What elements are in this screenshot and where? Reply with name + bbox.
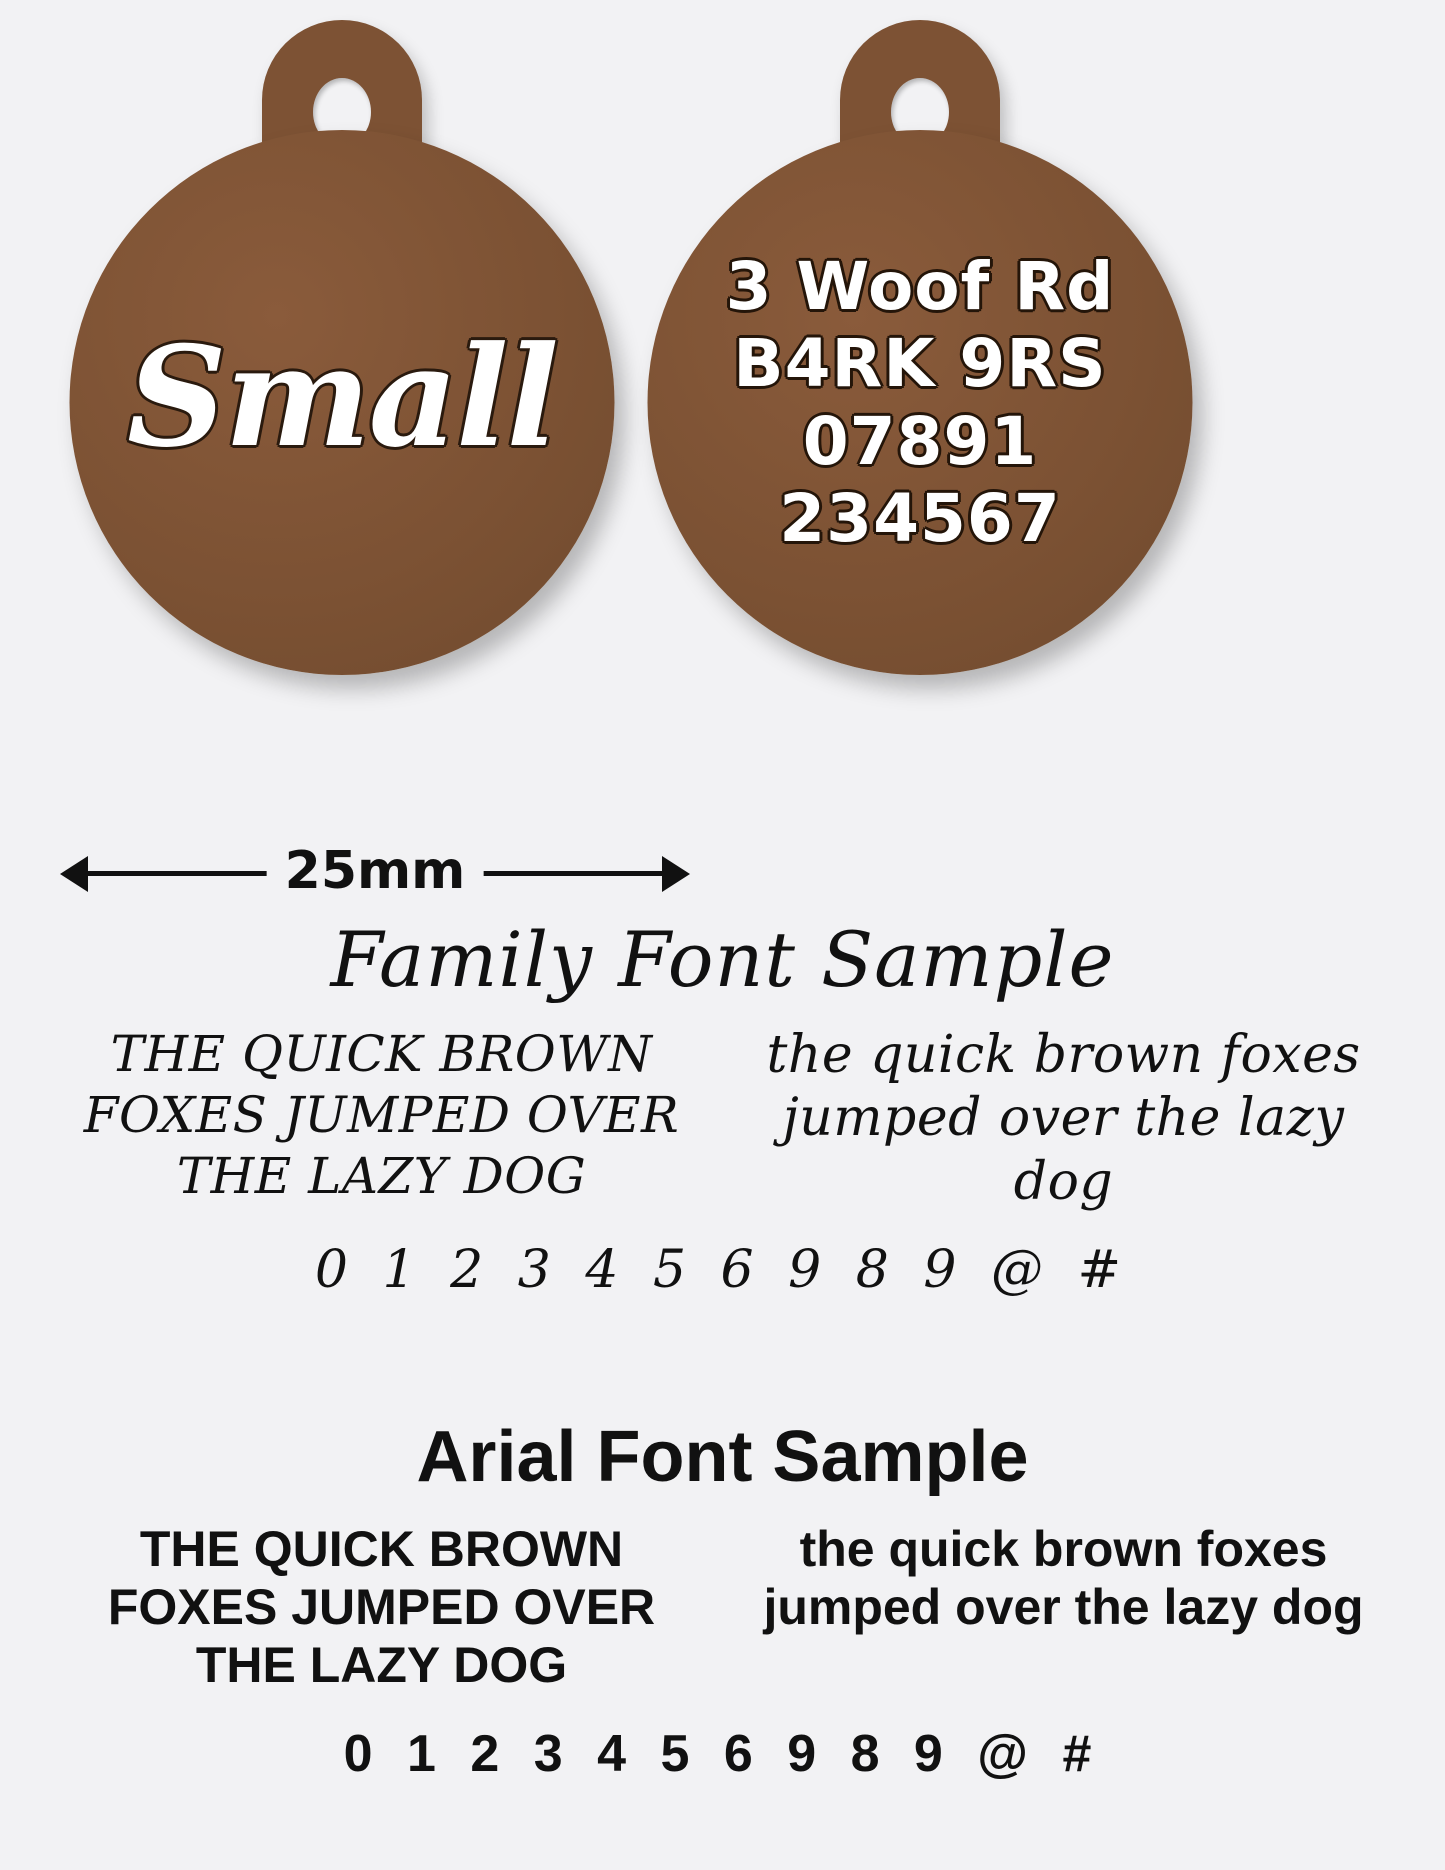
pet-tag-back: [640, 20, 1200, 660]
pet-tag-front: [62, 20, 622, 660]
size-dimension-indicator: [60, 835, 690, 905]
arial-font-uppercase-sample: THE QUICK BROWN FOXES JUMPED OVER THE LAZY DOG: [107, 1520, 656, 1693]
family-font-sample-title: Family Font Sample: [330, 915, 1115, 1004]
arial-font-lowercase-sample: the quick brown foxes jumped over the lazy dog: [763, 1520, 1364, 1635]
family-font-lowercase-sample: the quick brown foxes jumped over the lazy dog: [766, 1024, 1361, 1212]
arial-font-sample-section: [0, 1417, 1445, 1784]
arial-font-uppercase-column: [63, 1520, 723, 1694]
arrow-right-icon: [662, 856, 690, 892]
tag-disc-front: [70, 130, 615, 675]
family-font-lowercase-column: [723, 1024, 1383, 1214]
tag-back-line-4: 234567: [779, 479, 1061, 557]
arial-font-sample-title: Arial Font Sample: [416, 1417, 1029, 1497]
tag-front-size-text: Small: [127, 314, 557, 478]
arial-font-lowercase-column: [723, 1520, 1383, 1636]
tag-disc-back: [648, 130, 1193, 675]
family-font-uppercase-sample: THE QUICK BROWN FOXES JUMPED OVER THE LAZY DOG: [83, 1024, 680, 1205]
tag-back-line-2: B4RK 9RS: [733, 325, 1107, 403]
family-font-numerals-sample: 0 1 2 3 4 5 6 9 8 9 @ #: [314, 1240, 1131, 1301]
family-font-uppercase-column: [63, 1024, 723, 1207]
arial-font-numerals-sample: 0 1 2 3 4 5 6 9 8 9 @ #: [343, 1724, 1102, 1783]
family-font-sample-columns: [0, 1024, 1445, 1214]
tag-back-engraving-lines: [648, 249, 1193, 556]
tag-preview-row: [0, 0, 1445, 700]
tag-back-line-3: 07891: [802, 402, 1038, 480]
tag-back-line-1: 3 Woof Rd: [725, 248, 1115, 326]
family-font-sample-section: [0, 915, 1445, 1301]
dimension-label: 25mm: [267, 835, 484, 907]
arial-font-sample-columns: [0, 1520, 1445, 1694]
